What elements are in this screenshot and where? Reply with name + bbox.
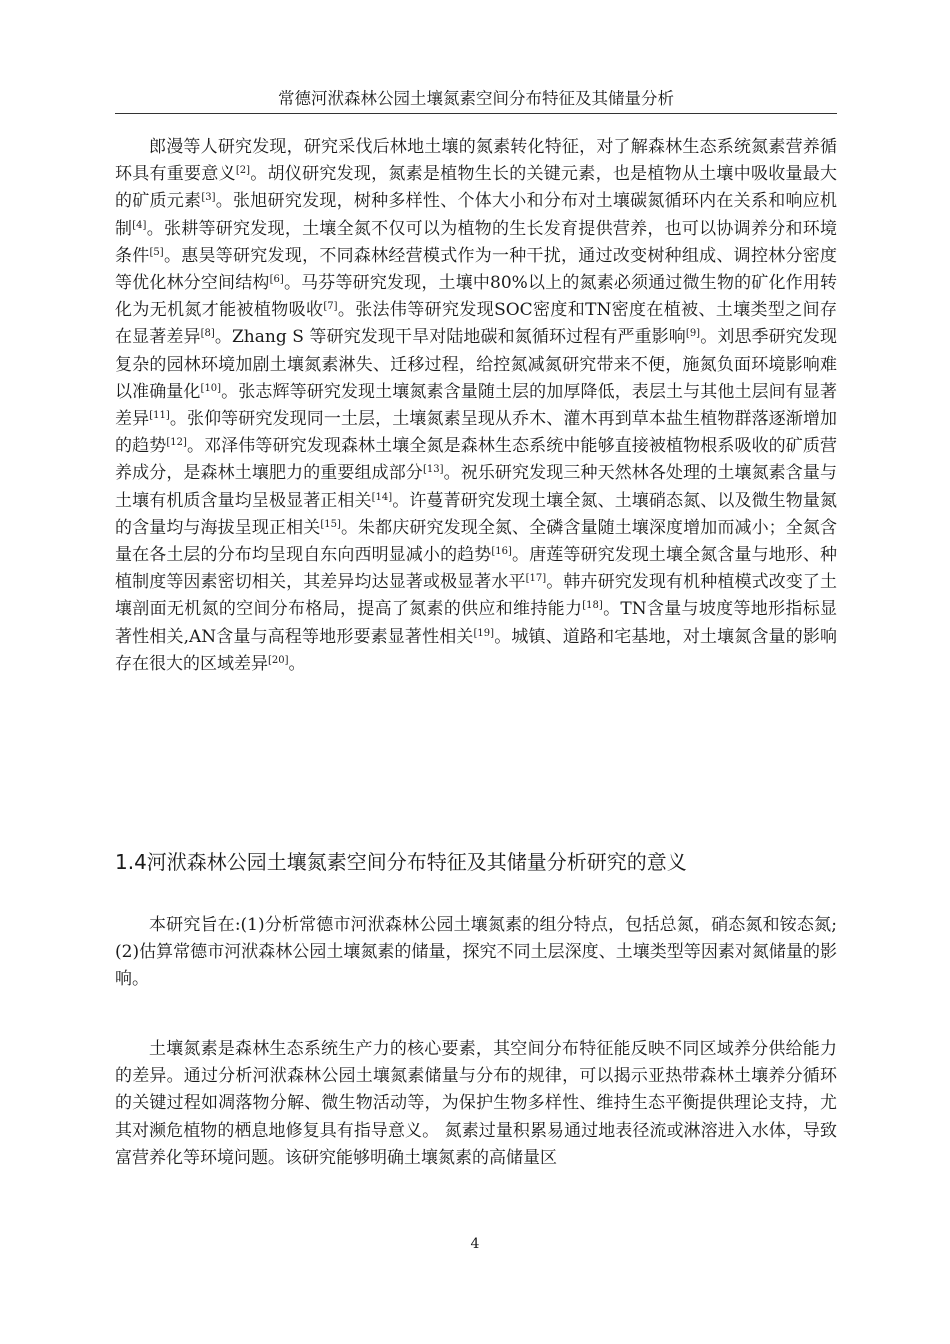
citation-ref: [15] xyxy=(320,518,341,530)
citation-ref: [18] xyxy=(582,600,603,612)
paragraph-literature-review xyxy=(115,134,837,678)
citation-ref: [16] xyxy=(491,546,512,558)
paragraph-text: 。朱都庆研究发现全氮、全磷含量随土壤深度增加而减小；全氮含量在各土层的分布均呈现自东向西明显减小的趋势 xyxy=(115,517,838,566)
paragraph-text: 。 xyxy=(288,653,306,674)
paragraph-text: 。马芬等研究发现，土壤中80%以上的氮素必须通过微生物的矿化作用转化为无机氮才能被植物吸收 xyxy=(115,273,837,321)
header-rule xyxy=(115,113,837,114)
paragraph-text: 。张法伟等研究发现SOC密度和TN密度在植被、土壤类型之间存在显著差异 xyxy=(115,300,837,348)
citation-ref: [3] xyxy=(201,192,216,204)
paragraph-text: 。张志辉等研究发现土壤氮素含量随土层的加厚降低，表层土与其他土层间有显著差异 xyxy=(115,381,838,430)
citation-ref: [7] xyxy=(323,301,338,313)
paragraph-text: 。Zhang S 等研究发现干旱对陆地碳和氮循环过程有严重影响 xyxy=(214,327,686,348)
paragraph-text: 。邓泽伟等研究发现森林土壤全氮是森林生态系统中能够直接被植物根系吸收的矿质营养成分，是森林土壤肥力的重要组成部分 xyxy=(115,436,837,484)
paragraph-text: 。惠昊等研究发现，不同森林经营模式作为一种干扰，通过改变树种组成、调控林分密度等优化林分空间结构 xyxy=(115,245,838,294)
paragraph-text: 。韩卉研究发现有机种植模式改变了土壤剖面无机氮的空间分布格局，提高了氮素的供应和维持能力 xyxy=(115,572,838,620)
citation-ref: [8] xyxy=(200,328,215,340)
paragraph-text: 。祝乐研究发现三种天然林各处理的土壤氮素含量与土壤有机质含量均呈极显著正相关 xyxy=(115,463,838,511)
paragraph-text: 。TN含量与坡度等地形指标显著性相关,AN含量与高程等地形要素显著性相关 xyxy=(115,599,838,647)
paragraph-research-aims: 本研究旨在:(1)分析常德市河洑森林公园土壤氮素的组分特点，包括总氮，硝态氮和铵态氮;(2)估算常德市河洑森林公园土壤氮素的储量，探究不同土层深度、土壤类型等因素对氮储量的影响。 xyxy=(115,915,837,990)
paragraph-text: 。张仰等研究发现同一土层，土壤氮素呈现从乔木、灌木再到草本盐生植物群落逐渐增加的趋势 xyxy=(115,409,837,457)
paragraph-significance: 土壤氮素是森林生态系统生产力的核心要素，其空间分布特征能反映不同区域养分供给能力的差异。通过分析河洑森林公园土壤氮素储量与分布的规律，可以揭示亚热带森林土壤养分循环的关键过程如凋落物分解、微生物活动等，为保护生物多样性、维持生态平衡提供理论支持，尤其对濒危植物的栖息地修复具有指导意义。 氮素过量积累易通过地表径流或淋溶进入水体，导致富营养化等环境问题。该研究能够明确土壤氮素的高储量区 xyxy=(115,1039,837,1168)
paragraph-text: 。城镇、道路和宅基地，对土壤氮含量的影响存在很大的区域差异 xyxy=(115,626,837,674)
paragraph-text: 。胡仪研究发现，氮素是植物生长的关键元素，也是植物从土壤中吸收量最大的矿质元素 xyxy=(115,164,838,212)
paragraph-text: 。刘思季研究发现复杂的园林环境加剧土壤氮素淋失、迁移过程，给控氮减氮研究带来不便，施氮负面环境影响难以准确量化 xyxy=(115,327,838,402)
citation-ref: [11] xyxy=(149,410,170,422)
citation-ref: [19] xyxy=(473,627,495,639)
paragraph-text: 。张耕等研究发现，土壤全氮不仅可以为植物的生长发育提供营养，也可以协调养分和环境条件 xyxy=(115,218,837,266)
citation-ref: [6] xyxy=(269,274,284,286)
page-number: 4 xyxy=(470,1236,480,1252)
citation-ref: [4] xyxy=(132,219,147,231)
citation-ref: [10] xyxy=(200,382,222,394)
running-header: 常德河洑森林公园土壤氮素空间分布特征及其储量分析 xyxy=(278,89,674,108)
citation-ref: [13] xyxy=(422,464,444,476)
citation-ref: [12] xyxy=(166,437,187,449)
section-heading: 1.4河洑森林公园土壤氮素空间分布特征及其储量分析研究的意义 xyxy=(115,850,687,874)
paragraph-text: 。许蔓菁研究发现土壤全氮、土壤硝态氮、以及微生物量氮的含量均与海拔呈现正相关 xyxy=(115,490,838,538)
citation-ref: [2] xyxy=(235,165,251,177)
paragraph-text: 。张旭研究发现，树种多样性、个体大小和分布对土壤碳氮循环内在关系和响应机制 xyxy=(115,191,838,239)
citation-ref: [5] xyxy=(149,246,164,258)
citation-ref: [17] xyxy=(525,573,547,585)
citation-ref: [14] xyxy=(371,491,393,503)
citation-ref: [9] xyxy=(685,328,701,340)
paragraph-text: 。唐莲等研究发现土壤全氮含量与地形、种植制度等因素密切相关，其差异均达显著或极显著水平 xyxy=(115,545,838,593)
paragraph-text: 郎漫等人研究发现，研究采伐后林地土壤的氮素转化特征，对了解森林生态系统氮素营养循环具有重要意义 xyxy=(115,137,837,185)
citation-ref: [20] xyxy=(268,654,289,666)
